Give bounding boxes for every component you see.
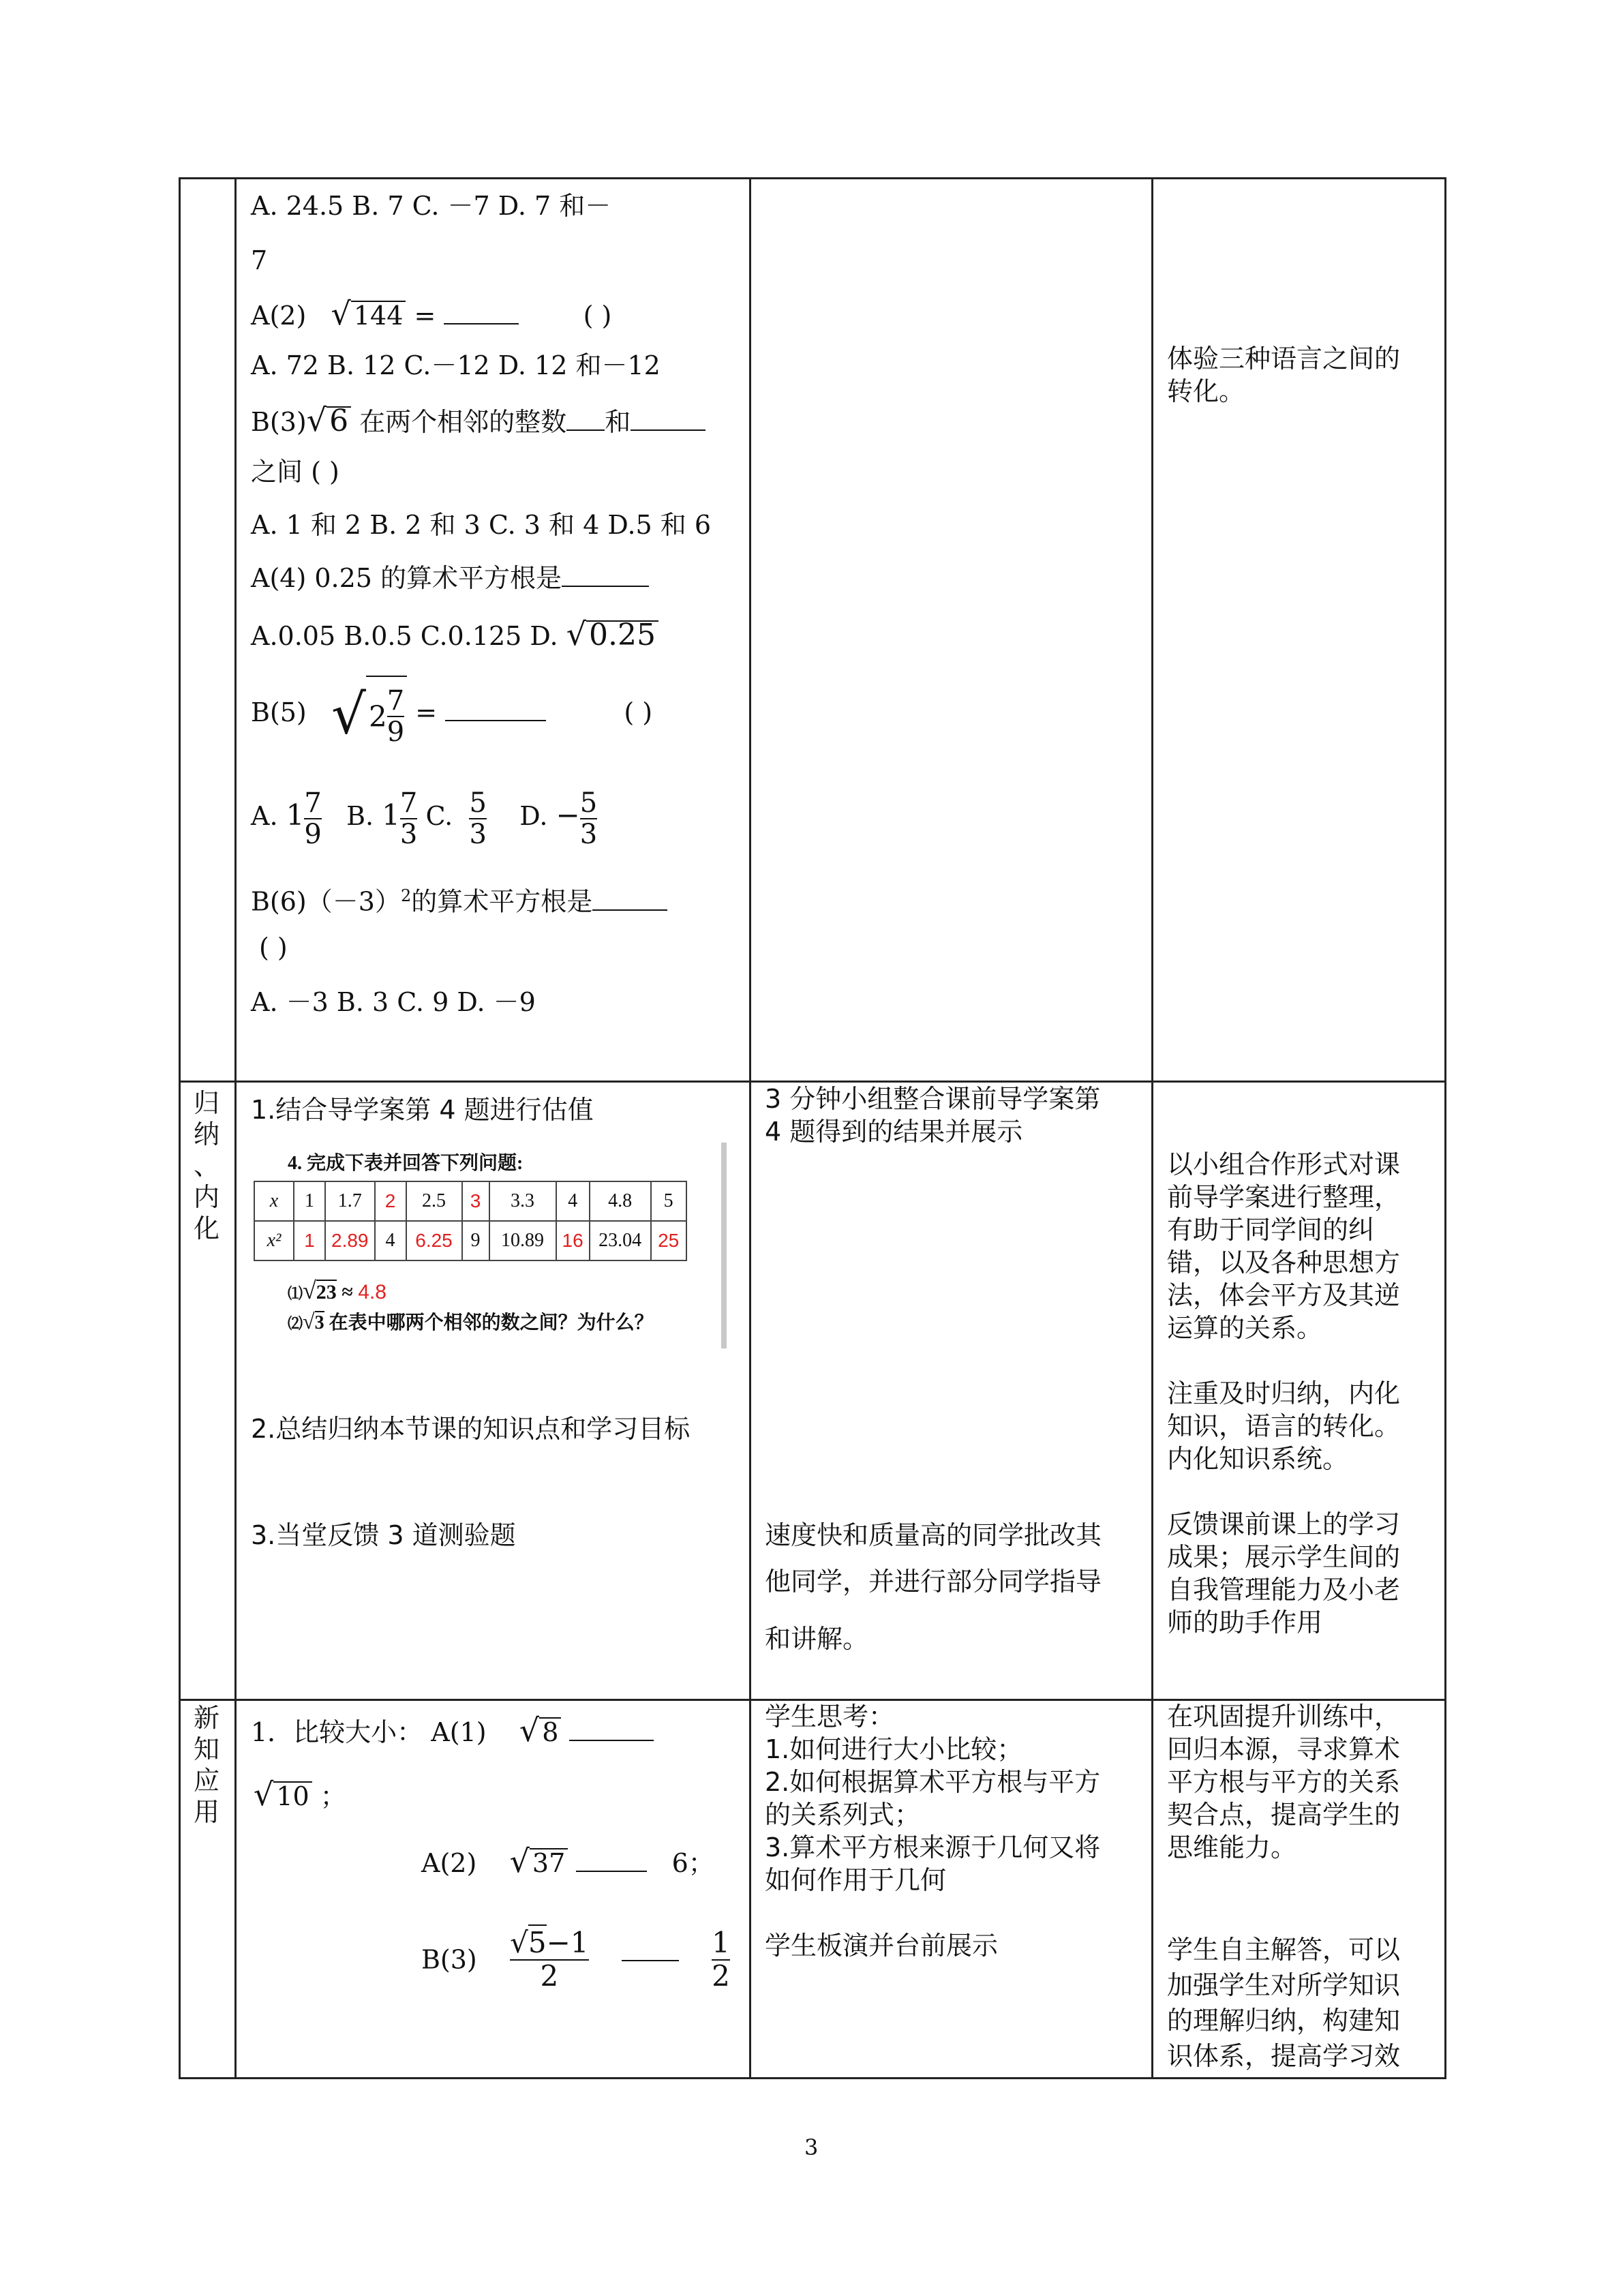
r3-q3-num-rest: −1 [546,1926,589,1960]
option-d-minus: − [556,798,580,832]
r1-q2-expr: 144 [351,301,406,329]
r3-purpose2-line1: 学生自主解答，可以 [1167,1935,1401,1965]
r2-activity2-line1: 速度快和质量高的同学批改其 [765,1520,1102,1550]
r1-q4 [251,562,649,594]
answer-blank[interactable] [566,406,605,431]
answer-blank[interactable] [576,1847,647,1872]
table-cell: 5 [651,1181,686,1221]
frac-denominator: 3 [399,818,418,850]
r1-purpose-line2: 转化。 [1167,376,1245,406]
r3-q2-prefix: A(2) [421,1848,477,1878]
table-cell: 3.3 [489,1181,556,1221]
r1-q2-prefix: A(2) [251,301,307,331]
table-cell: 2 [375,1181,406,1221]
r3-q3 [421,1913,730,2004]
r1-q3 [251,404,706,438]
r1-q3-text1: 在两个相邻的整数 [359,407,567,437]
r1-q3-expr: 6 [327,406,351,435]
r3-label-2: 知 [194,1734,220,1764]
r3-purpose1-line5: 思维能力。 [1167,1832,1297,1862]
frac-denominator: 9 [304,818,322,850]
col-divider-2 [749,177,751,2079]
option-b-frac [400,788,417,849]
sqrt-symbol: √ [331,682,366,746]
frac-numerator: 5 [579,787,598,819]
r2-label-2: 纳 [194,1119,220,1149]
answer-blank[interactable] [444,300,519,324]
r3-activity2: 学生板演并台前展示 [765,1931,999,1961]
r2-item1: 1.结合导学案第 4 题进行估值 [251,1095,594,1125]
frac-denominator: 3 [469,818,487,850]
answer-blank[interactable] [631,406,706,431]
r3-label-4: 用 [194,1797,220,1827]
table-cell: 1 [294,1181,325,1221]
r3-q1-line2 [254,1778,346,1813]
r2-label-4: 内 [194,1182,220,1212]
table-right-border [1444,177,1446,2079]
r3-activity1-line3: 2.如何根据算术平方根与平方 [765,1767,1101,1797]
r3-purpose2-line2: 加强学生对所学知识 [1167,1970,1401,2000]
table-cell: 25 [651,1221,686,1260]
r2-purpose3-line2: 成果；展示学生间的 [1167,1542,1401,1572]
table-cell: 4.8 [590,1181,651,1221]
r2-label-1: 归 [194,1088,220,1118]
image-scrollbar [721,1143,727,1348]
r1-q4-options: A.0.05 B.0.5 C.0.125 D. [251,621,558,651]
r2-purpose3-line4: 师的助手作用 [1167,1607,1323,1637]
r2-activity2-line2: 他同学，并进行部分同学指导 [765,1567,1102,1597]
r3-q2-expr: 37 [530,1848,568,1877]
r3-activity1-line5: 3.算术平方根来源于几何又将 [765,1832,1101,1862]
r3-q2-end: 6； [671,1848,714,1878]
r2-purpose1-line3: 有助于同学间的纠 [1167,1215,1375,1245]
table-cell: 3 [462,1181,489,1221]
r3-q1-expr: 8 [539,1717,561,1746]
r3-label-1: 新 [194,1703,220,1733]
worksheet-image [251,1143,728,1348]
table-cell: 16 [556,1221,590,1260]
option-a-frac [304,788,321,849]
table-cell: 2.5 [406,1181,462,1221]
r3-purpose2-line4: 识体系，提高学习效 [1167,2041,1401,2071]
r2-purpose3-line1: 反馈课前课上的学习 [1167,1509,1401,1539]
answer-blank[interactable] [592,886,667,911]
r2-purpose2-line1: 注重及时归纳，内化 [1167,1378,1401,1408]
r3-purpose1-line3: 平方根与平方的关系 [1167,1767,1401,1797]
r3-activity1-line4: 的关系列式； [765,1800,921,1830]
col-divider-3 [1151,177,1153,2079]
sub1-approx: ≈ [342,1281,353,1303]
r1-q6-text2: 的算术平方根是 [411,886,593,917]
option-b-whole: 1 [382,798,400,832]
r1-q6-paren: ( ) [259,933,288,963]
r1-q2: A(2) √ 144 = ( ) [251,295,612,332]
r1-q4-expr: 0.25 [586,620,658,649]
r2-activity1-line2: 4 题得到的结果并展示 [765,1117,1023,1147]
sqrt-symbol: √ [509,1843,530,1879]
r2-label-3: 、 [194,1151,220,1181]
frac-numerator: 7 [386,685,405,717]
r1-q2-paren: ( ) [583,301,612,331]
r2-purpose1-line4: 错，以及各种思想方 [1167,1248,1401,1278]
sub1-prefix: ⑴ [288,1285,303,1302]
frac-denominator: 2 [712,1959,730,1993]
table-cell: 4 [375,1221,406,1260]
table-cell: x [254,1181,294,1221]
frac-denominator: 2 [540,1959,559,1993]
r3-purpose1-line2: 回归本源，寻求算术 [1167,1734,1401,1764]
page-number: 3 [804,2134,819,2160]
frac-denominator: 9 [386,716,405,749]
table-cell: 4 [556,1181,590,1221]
table-cell: x² [254,1221,294,1260]
r1-q6-options: A. －3 B. 3 C. 9 D. －9 [251,987,536,1017]
r3-q1 [251,1714,654,1749]
r2-activity1-line1: 3 分钟小组整合课前导学案第 [765,1084,1101,1114]
r3-purpose2-line3: 的理解归纳，构建知 [1167,2006,1401,2036]
r1-q5-frac [387,686,404,747]
sqrt-symbol: √ [519,1712,540,1749]
r1-q6-sup: 2 [400,886,412,905]
r3-q3-num: 5 [528,1926,547,1960]
col-divider-1 [234,177,237,2079]
r3-q1-expr2: 10 [273,1781,312,1810]
r2-item2: 2.总结归纳本节课的知识点和学习目标 [251,1414,691,1444]
r1-q3-options: A. 1 和 2 B. 2 和 3 C. 3 和 4 D.5 和 6 [251,510,712,540]
r3-item1: 1．比较大小： [251,1717,423,1747]
answer-blank[interactable] [569,1717,654,1741]
table-row [254,1181,686,1221]
r1-q3-prefix: B(3) [251,407,307,437]
table-cell: 2.89 [325,1221,375,1260]
r2-purpose3-line3: 自我管理能力及小老 [1167,1575,1401,1605]
table-cell: 1.7 [325,1181,375,1221]
option-d-label: D. [519,801,548,831]
r2-purpose2-line3: 内化知识系统。 [1167,1444,1349,1474]
r1-q4-options-row [251,618,658,652]
frac-denominator: 3 [579,818,598,850]
r1-q3-line2: 之间 ( ) [251,457,339,487]
r1-q1-options-line2: 7 [251,245,268,275]
sub1-answer: 4.8 [358,1281,386,1303]
sqrt-symbol: √ [331,295,351,332]
r3-purpose1-line4: 契合点，提高学生的 [1167,1800,1401,1830]
r3-label-3: 应 [194,1766,220,1796]
value-table [254,1181,687,1261]
r2-purpose1-line5: 法，体会平方及其逆 [1167,1280,1401,1310]
r3-activity1-line2: 1.如何进行大小比较； [765,1734,1023,1764]
frac-numerator: 5 [469,787,487,819]
option-d-frac [580,788,597,849]
table-bottom-border [179,2077,1446,2079]
sqrt-symbol: √ [566,616,586,652]
r1-q4-text: A(4) 0.25 的算术平方根是 [251,563,562,593]
table-top-border [179,177,1446,179]
r3-q3-prefix: B(3) [421,1944,477,1975]
r3-q3-frac [510,1927,588,1991]
r3-activity1-line6: 如何作用于几何 [765,1865,947,1895]
table-cell: 10.89 [489,1221,556,1260]
sqrt-symbol: √ [303,1277,316,1304]
option-a-whole: 1 [286,798,305,832]
worksheet-sub2 [288,1308,654,1335]
sub1-expr: 23 [316,1281,337,1303]
r2-purpose2-line2: 知识，语言的转化。 [1167,1411,1401,1441]
r1-q5-prefix: B(5) [251,697,307,727]
r1-q2-options: A. 72 B. 12 C.－12 D. 12 和－12 [251,350,661,380]
r1-q3-text2: 和 [605,407,631,437]
worksheet-title: 4. 完成下表并回答下列问题: [288,1153,524,1174]
frac-numerator: 7 [304,787,322,819]
r2-purpose1-line1: 以小组合作形式对课 [1167,1149,1401,1179]
table-left-border [179,177,181,2079]
frac-numerator [510,1927,588,1959]
option-b-label: B. [346,801,374,831]
sqrt-symbol: √ [306,402,327,438]
sub2-prefix: ⑵ [288,1315,303,1332]
table-cell: 1 [294,1221,325,1260]
sub2-expr: 3 [314,1312,324,1333]
r1-q5: B(5) √2 $\frac{7}{9}$ = ( ) [251,675,652,754]
table-row [254,1221,686,1260]
r2-label-5: 化 [194,1213,220,1243]
option-a-label: A. [251,801,278,831]
r1-q5-options [251,774,597,857]
sqrt-symbol: √ [510,1926,528,1960]
frac-numerator: 1 [712,1926,730,1960]
r3-purpose1-line1: 在巩固提升训练中， [1167,1702,1401,1732]
table-cell: 23.04 [590,1221,651,1260]
r2-activity2-line3: 和讲解。 [765,1624,869,1654]
r3-q3-right-frac [712,1927,730,1991]
sub2-text: 在表中哪两个相邻的数之间？为什么？ [329,1312,654,1333]
option-c-frac [469,788,486,849]
r3-activity1-line1: 学生思考： [765,1702,895,1732]
table-cell: 6.25 [406,1221,462,1260]
table-cell: 9 [462,1221,489,1260]
frac-numerator: 7 [399,787,418,819]
worksheet-sub1 [288,1276,386,1305]
sqrt-symbol: √ [303,1309,315,1333]
r1-q5-paren: ( ) [624,697,653,727]
r3-q1-end: ； [320,1781,346,1811]
r1-q5-whole: 2 [369,699,387,734]
answer-blank[interactable] [562,562,649,587]
r2-purpose1-line6: 运算的关系。 [1167,1313,1323,1343]
r2-item3: 3.当堂反馈 3 道测验题 [251,1520,516,1550]
r1-q6-text: B(6)（－3） [251,886,401,917]
r1-purpose-line1: 体验三种语言之间的 [1167,344,1401,374]
answer-blank[interactable] [622,1959,679,1961]
r3-q2 [421,1845,714,1879]
r2-purpose1-line2: 前导学案进行整理， [1167,1182,1401,1212]
option-c-label: C. [425,801,453,831]
answer-blank[interactable] [445,697,546,721]
r1-q6 [251,879,667,918]
sqrt-symbol: √ [254,1776,274,1813]
r3-q1-prefix: A(1) [431,1717,487,1747]
r1-q1-options-line1: A. 24.5 B. 7 C. －7 D. 7 和－ [251,191,611,221]
